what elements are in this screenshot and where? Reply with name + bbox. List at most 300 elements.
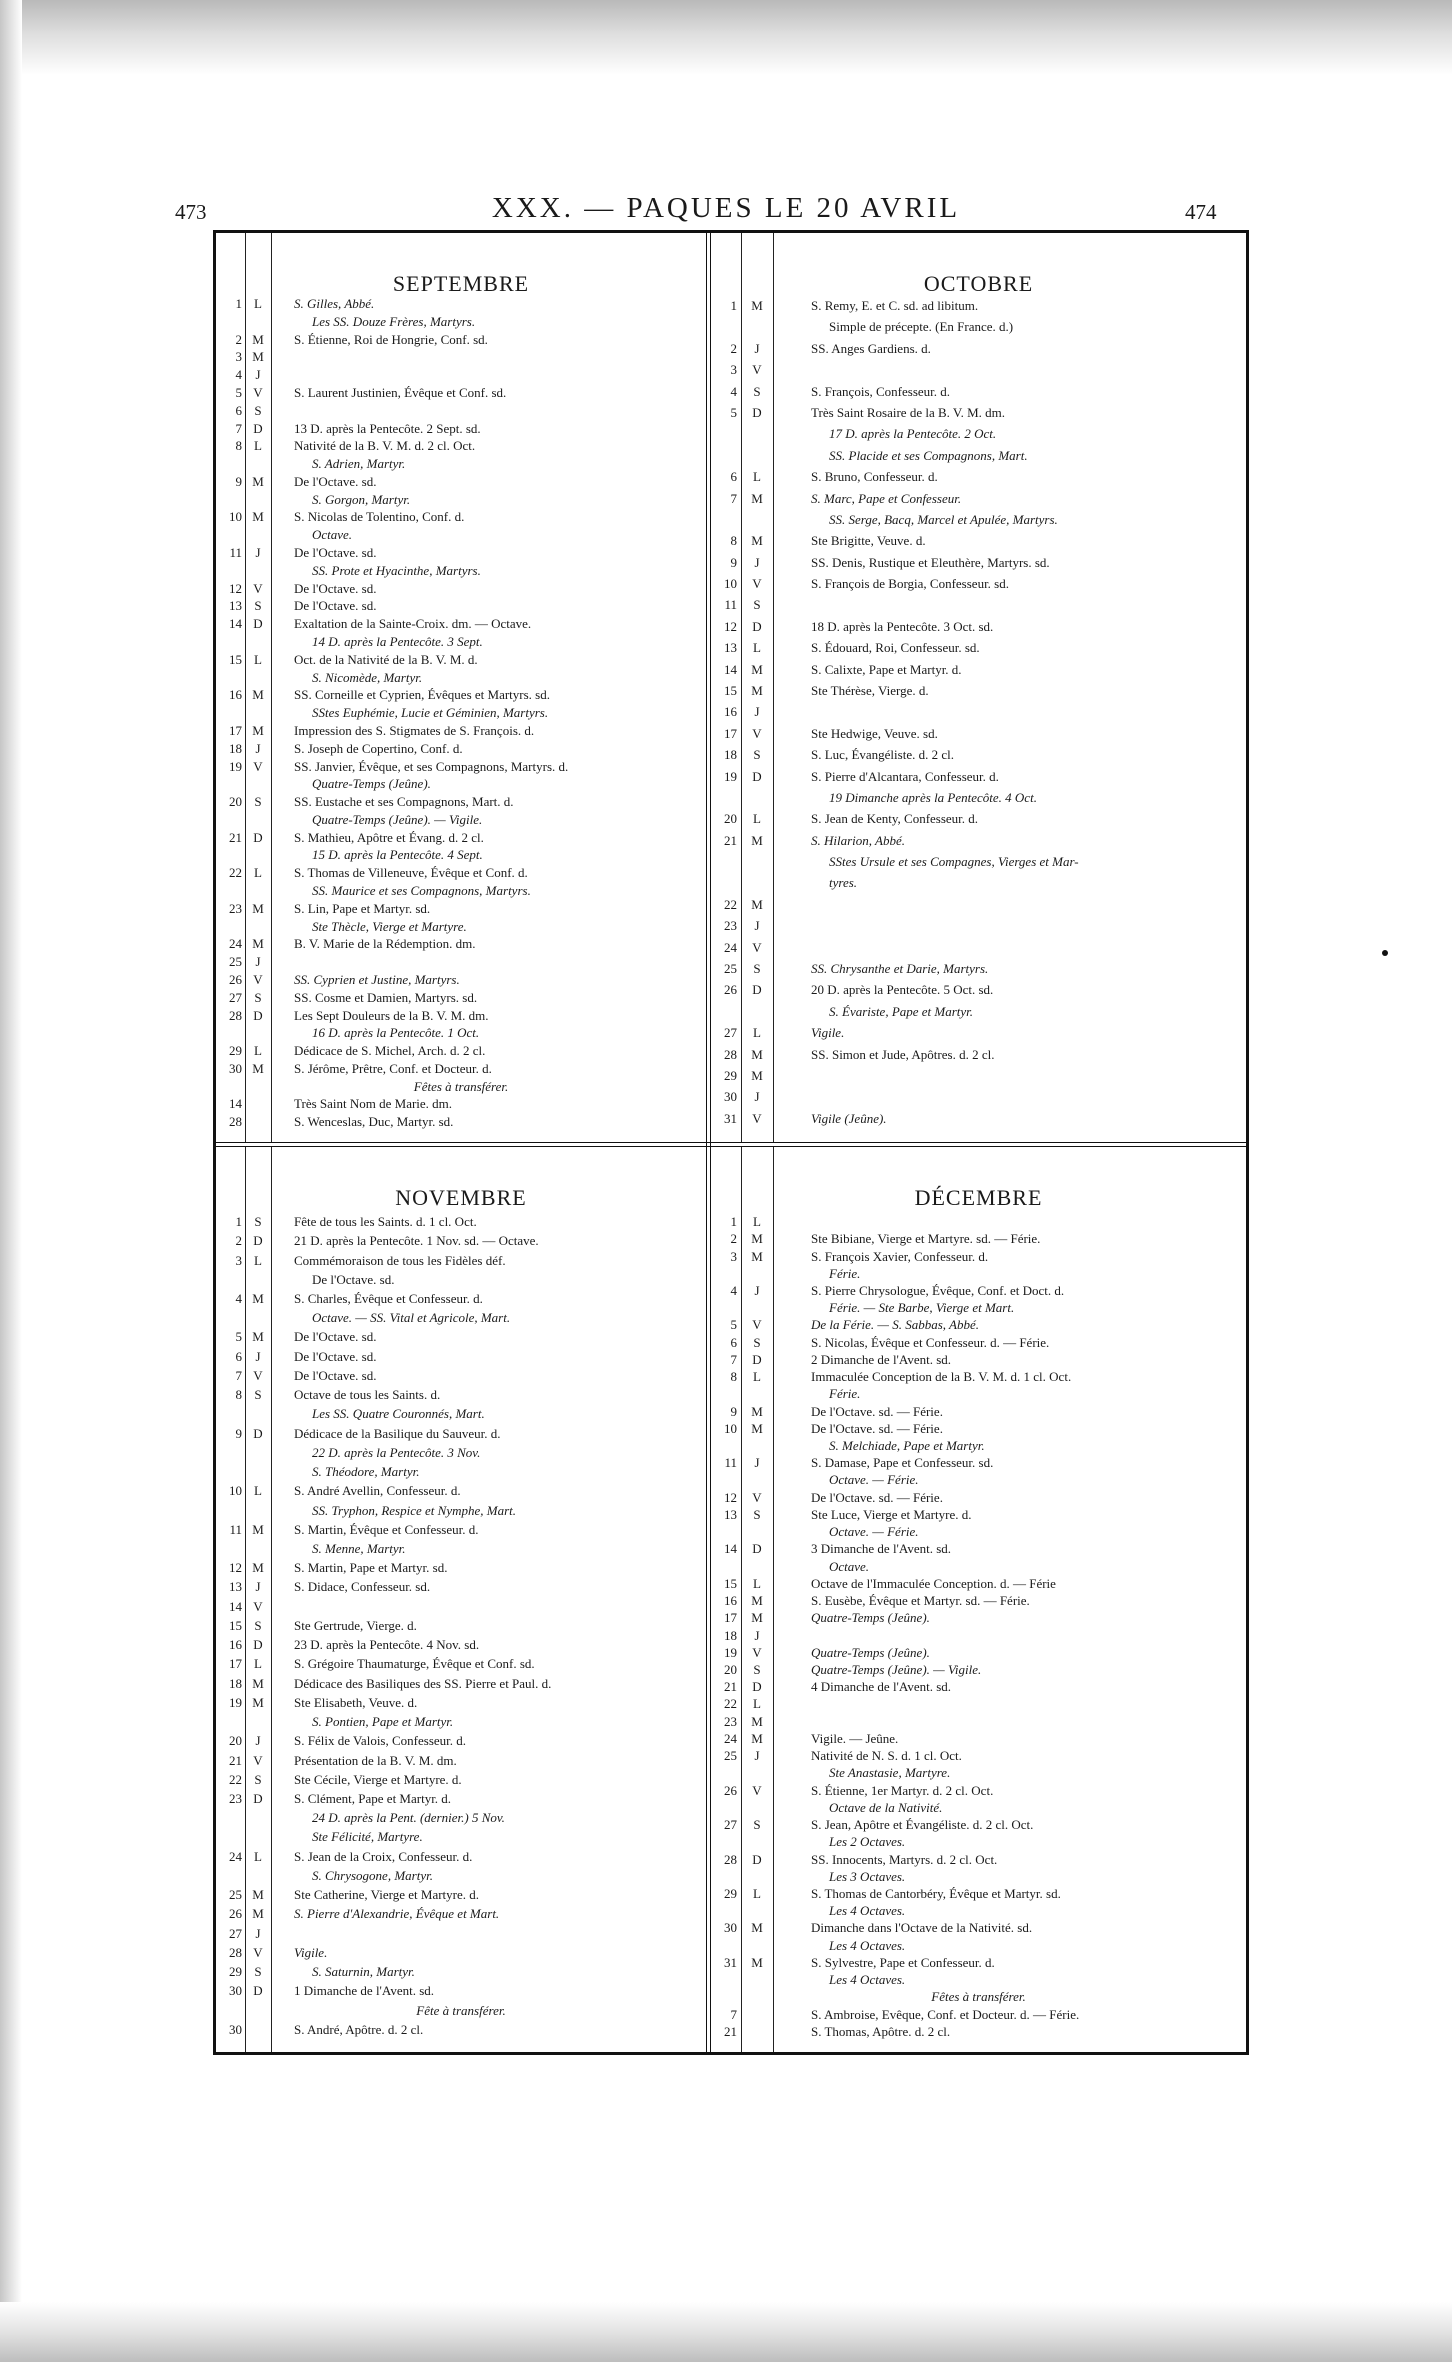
day-number: 25	[229, 954, 242, 970]
feast-text: De l'Octave. sd.	[294, 598, 377, 614]
feast-text: S. Jean de la Croix, Confesseur. d.	[294, 1848, 473, 1864]
calendar-row	[216, 1369, 706, 1383]
calendar-row	[711, 1956, 1246, 1970]
feast-text: Dimanche dans l'Octave de la Nativité. sd.	[811, 1920, 1033, 1936]
calendar-row	[711, 1715, 1246, 1729]
calendar-row	[216, 724, 706, 738]
feast-text: S. Théodore, Martyr.	[312, 1464, 420, 1479]
calendar-row	[711, 1422, 1246, 1436]
weekday-letter: V	[752, 1782, 762, 1798]
month-title: DÉCEMBRE	[914, 1185, 1043, 1210]
calendar-row	[216, 1638, 706, 1652]
day-number: 9	[730, 1403, 737, 1419]
weekday-letter: V	[752, 939, 762, 955]
calendar-row	[711, 342, 1246, 356]
ink-dot	[1382, 950, 1388, 956]
feast-text: S. Gorgon, Martyr.	[312, 491, 411, 507]
calendar-row	[216, 1754, 706, 1768]
day-number: 18	[229, 740, 242, 756]
weekday-letter: V	[253, 384, 263, 400]
day-number: 16	[229, 687, 242, 703]
feast-text: SS. Chrysanthe et Darie, Martyrs.	[811, 960, 989, 976]
calendar-row	[711, 1594, 1246, 1608]
feast-text: Les 4 Octaves.	[829, 1972, 906, 1988]
day-number: 2	[235, 1233, 242, 1249]
day-number: 22	[724, 1696, 737, 1712]
weekday-letter: M	[751, 1420, 763, 1436]
calendar-row	[711, 620, 1246, 634]
calendar-row	[216, 1657, 706, 1671]
feast-text: Ste Gertrude, Vierge. d.	[294, 1617, 417, 1633]
weekday-letter: V	[752, 576, 762, 591]
day-number: 13	[724, 1506, 737, 1522]
day-number: 3	[730, 362, 737, 378]
calendar-row	[216, 1907, 706, 1921]
day-number: 8	[235, 1387, 242, 1403]
calendar-row	[216, 635, 706, 649]
day-number: 28	[229, 1007, 242, 1023]
calendar-row	[216, 1850, 706, 1864]
weekday-letter: D	[253, 1983, 263, 1999]
feast-text: Octave de la Nativité.	[829, 1799, 943, 1815]
feast-text: 14 D. après la Pentecôte. 3 Sept.	[312, 634, 483, 649]
weekday-letter: L	[254, 1043, 262, 1059]
calendar-row	[711, 1090, 1246, 1104]
calendar-row	[216, 848, 706, 862]
weekday-letter: L	[254, 1656, 262, 1672]
day-number: 25	[724, 960, 737, 976]
feast-text: S. Eusèbe, Évêque et Martyr. sd. — Férie.	[811, 1593, 1030, 1608]
feast-text: Fêtes à transférer.	[413, 1078, 509, 1094]
calendar-row	[216, 457, 706, 471]
calendar-row	[216, 760, 706, 774]
page-number-left: 473	[175, 200, 207, 224]
weekday-letter: S	[254, 402, 262, 418]
september-table	[216, 233, 706, 1142]
calendar-row	[711, 770, 1246, 784]
feast-text: Vigile (Jeûne).	[811, 1110, 887, 1126]
feast-text: SS. Anges Gardiens. d.	[811, 340, 931, 356]
weekday-letter: L	[254, 438, 262, 454]
day-number: 1	[730, 298, 737, 313]
day-number: 6	[235, 402, 242, 418]
calendar-row	[711, 876, 1246, 890]
calendar-row	[711, 1766, 1246, 1780]
calendar-row	[216, 831, 706, 845]
day-number: 27	[229, 989, 242, 1005]
feast-text: S. Martin, Pape et Martyr. sd.	[294, 1560, 448, 1576]
feast-text: De l'Octave. sd.	[294, 473, 377, 489]
weekday-letter: D	[752, 1351, 762, 1367]
calendar-row	[711, 962, 1246, 976]
weekday-letter: L	[254, 1483, 262, 1499]
calendar-row	[216, 1927, 706, 1941]
weekday-letter: J	[754, 918, 760, 934]
weekday-letter: J	[754, 1748, 760, 1764]
day-number: 7	[730, 1351, 737, 1367]
calendar-row	[216, 1792, 706, 1806]
weekday-letter: M	[252, 1675, 264, 1691]
calendar-row	[216, 1115, 706, 1129]
weekday-letter: V	[752, 362, 762, 378]
calendar-row	[216, 1561, 706, 1575]
feast-text: Les 2 Octaves.	[829, 1834, 906, 1850]
feast-text: S. André Avellin, Confesseur. d.	[294, 1483, 461, 1499]
weekday-letter: V	[253, 1367, 263, 1383]
day-number: 4	[235, 1290, 242, 1306]
feast-text: B. V. Marie de la Rédemption. dm.	[294, 936, 476, 952]
feast-text: 16 D. après la Pentecôte. 1 Oct.	[312, 1025, 480, 1041]
feast-text: Les SS. Quatre Couronnés, Mart.	[312, 1406, 485, 1422]
calendar-row	[711, 492, 1246, 506]
day-number: 19	[229, 1694, 242, 1710]
feast-text: Férie. — Ste Barbe, Vierge et Mart.	[829, 1300, 1015, 1316]
feast-text: Ste Brigitte, Veuve. d.	[811, 533, 926, 549]
calendar-row	[711, 1542, 1246, 1556]
feast-text: SS. Eustache et ses Compagnons, Mart. d.	[294, 794, 514, 809]
day-number: 10	[229, 509, 242, 525]
calendar-row	[216, 1254, 706, 1268]
day-number: 21	[724, 832, 737, 848]
calendar-row	[711, 727, 1246, 741]
calendar-row	[216, 404, 706, 418]
calendar-row	[711, 748, 1246, 762]
calendar-row	[216, 297, 706, 311]
running-title: XXX. — PAQUES LE 20 AVRIL	[491, 192, 961, 224]
calendar-row	[216, 1407, 706, 1421]
calendar-row	[711, 1005, 1246, 1019]
feast-text: 23 D. après la Pentecôte. 4 Nov. sd.	[294, 1637, 480, 1653]
calendar-row	[216, 1830, 706, 1844]
weekday-letter: L	[753, 1885, 761, 1901]
weekday-letter: S	[753, 383, 761, 399]
feast-text: S. Remy, E. et C. sd. ad libitum.	[811, 298, 979, 313]
weekday-letter: J	[255, 1579, 261, 1595]
day-number: 30	[724, 1089, 737, 1105]
feast-text: Les SS. Douze Frères, Martyrs.	[312, 313, 476, 329]
feast-text: De la Férie. — S. Sabbas, Abbé.	[811, 1317, 980, 1333]
calendar-row	[711, 1048, 1246, 1062]
feast-text: S. Martin, Évêque et Confesseur. d.	[294, 1521, 479, 1537]
calendar-row	[216, 937, 706, 951]
calendar-row	[711, 1749, 1246, 1763]
feast-text: SStes Ursule et ses Compagnes, Vierges et Mar-	[829, 854, 1079, 869]
day-number: 4	[730, 1282, 737, 1298]
feast-text: S. François, Confesseur. d.	[811, 383, 951, 399]
feast-text: S. Jean, Apôtre et Évangéliste. d. 2 cl. Oct.	[811, 1817, 1034, 1832]
feast-text: S. Ambroise, Evêque, Conf. et Docteur. d. — Férie.	[811, 2006, 1080, 2022]
feast-text: Quatre-Temps (Jeûne).	[312, 776, 431, 792]
day-number: 14	[724, 1541, 737, 1557]
weekday-letter: D	[752, 404, 762, 420]
weekday-letter: J	[754, 1455, 760, 1471]
feast-text: Commémoraison de tous les Fidèles déf.	[294, 1252, 506, 1268]
weekday-letter: M	[751, 533, 763, 549]
scan-shadow-top	[0, 0, 1452, 75]
weekday-letter: D	[752, 618, 762, 634]
feast-text: Dédicace des Basiliques des SS. Pierre et Paul. d.	[294, 1675, 552, 1691]
weekday-letter: J	[754, 1089, 760, 1105]
day-number: 31	[724, 1110, 737, 1126]
calendar-row	[216, 1062, 706, 1076]
calendar-row	[711, 1904, 1246, 1918]
feast-text: Fête à transférer.	[416, 2002, 506, 2018]
calendar-row	[216, 1965, 706, 1979]
feast-text: S. Pierre Chrysologue, Évêque, Conf. et Doct. d.	[811, 1282, 1065, 1298]
feast-text: Très Saint Nom de Marie. dm.	[294, 1096, 453, 1112]
calendar-row	[711, 941, 1246, 955]
feast-text: S. Charles, Évêque et Confesseur. d.	[294, 1290, 483, 1306]
day-number: 7	[730, 490, 737, 506]
weekday-letter: V	[253, 580, 263, 596]
weekday-letter: S	[254, 989, 262, 1005]
day-number: 1	[235, 1214, 242, 1229]
feast-text: Octave de tous les Saints. d.	[294, 1387, 441, 1403]
day-number: 8	[235, 438, 242, 454]
feast-text: Férie.	[829, 1265, 861, 1281]
weekday-letter: J	[255, 367, 261, 383]
weekday-letter: J	[255, 1733, 261, 1749]
feast-text: 3 Dimanche de l'Avent. sd.	[811, 1541, 952, 1557]
day-number: 7	[235, 420, 242, 436]
day-number: 18	[229, 1675, 242, 1691]
calendar-row	[216, 546, 706, 560]
calendar-row	[711, 1818, 1246, 1832]
calendar-row	[216, 1504, 706, 1518]
feast-text: Les 4 Octaves.	[829, 1903, 906, 1919]
calendar-row	[711, 363, 1246, 377]
feast-text: SS. Tryphon, Respice et Nymphe, Mart.	[312, 1502, 516, 1518]
feast-text: Nativité de N. S. d. 1 cl. Oct.	[811, 1748, 962, 1764]
weekday-letter: M	[252, 936, 264, 952]
weekday-letter: J	[255, 740, 261, 756]
weekday-letter: D	[752, 1851, 762, 1867]
day-number: 8	[730, 1369, 737, 1385]
feast-text: tyres.	[829, 875, 858, 891]
weekday-letter: M	[252, 1329, 264, 1345]
weekday-letter: M	[751, 682, 763, 698]
day-number: 28	[724, 1851, 737, 1867]
day-number: 11	[724, 1455, 737, 1471]
weekday-letter: M	[751, 661, 763, 677]
calendar-row	[711, 556, 1246, 570]
weekday-letter: M	[751, 1610, 763, 1626]
feast-text: Octave. — SS. Vital et Agricole, Mart.	[312, 1310, 511, 1326]
day-number: 18	[724, 1627, 737, 1643]
day-number: 29	[724, 1885, 737, 1901]
day-number: 6	[235, 1348, 242, 1364]
calendar-row	[216, 1734, 706, 1748]
feast-text: S. André, Apôtre. d. 2 cl.	[294, 2021, 424, 2037]
calendar-row	[711, 1560, 1246, 1574]
feast-text: Vigile.	[294, 1944, 328, 1960]
feast-text: Nativité de la B. V. M. d. 2 cl. Oct.	[294, 438, 476, 454]
day-number: 30	[724, 1920, 737, 1936]
day-number: 13	[724, 640, 737, 656]
day-number: 25	[724, 1748, 737, 1764]
weekday-letter: J	[754, 704, 760, 720]
feast-text: Ste Thècle, Vierge et Martyre.	[312, 918, 467, 934]
day-number: 20	[724, 811, 737, 827]
weekday-letter: M	[751, 1730, 763, 1746]
weekday-letter: S	[753, 960, 761, 976]
day-number: 4	[730, 383, 737, 399]
calendar-row	[711, 470, 1246, 484]
calendar-row	[711, 983, 1246, 997]
feast-text: Ste Luce, Vierge et Martyre. d.	[811, 1506, 972, 1522]
weekday-letter: J	[754, 340, 760, 356]
calendar-row	[216, 795, 706, 809]
day-number: 28	[229, 1114, 242, 1130]
november-table	[216, 1147, 706, 2052]
weekday-letter: J	[255, 1925, 261, 1941]
feast-text: S. Édouard, Roi, Confesseur. sd.	[811, 640, 980, 656]
calendar-row	[216, 920, 706, 934]
calendar-row	[711, 1370, 1246, 1384]
day-number: 30	[229, 2021, 242, 2037]
weekday-letter: V	[253, 758, 263, 774]
weekday-letter: D	[752, 768, 762, 784]
feast-text: S. Étienne, Roi de Hongrie, Conf. sd.	[294, 331, 488, 347]
calendar-row	[711, 1026, 1246, 1040]
feast-text: S. Saturnin, Martyr.	[312, 1964, 415, 1980]
feast-text: SS. Cyprien et Justine, Martyrs.	[294, 971, 460, 987]
calendar-row	[711, 1663, 1246, 1677]
weekday-letter: D	[752, 1541, 762, 1557]
calendar-row	[711, 1870, 1246, 1884]
calendar-row	[216, 1580, 706, 1594]
day-number: 10	[724, 1420, 737, 1436]
feast-text: 18 D. après la Pentecôte. 3 Oct. sd.	[811, 618, 994, 634]
feast-text: Ste Hedwige, Veuve. sd.	[811, 725, 938, 741]
day-number: 1	[235, 296, 242, 311]
day-number: 11	[229, 1521, 242, 1537]
day-number: 23	[229, 900, 242, 916]
calendar-row	[711, 406, 1246, 420]
day-number: 28	[229, 1944, 242, 1960]
calendar-row	[711, 1439, 1246, 1453]
feast-text: S. Joseph de Copertino, Conf. d.	[294, 740, 463, 756]
calendar-row	[711, 2008, 1246, 2022]
calendar-row	[711, 1301, 1246, 1315]
weekday-letter: L	[753, 640, 761, 656]
feast-text: SS. Janvier, Évêque, et ses Compagnons, Martyrs. d.	[294, 758, 569, 774]
feast-text: S. Mathieu, Apôtre et Évang. d. 2 cl.	[294, 829, 484, 845]
day-number: 26	[724, 1782, 737, 1798]
weekday-letter: M	[252, 1290, 264, 1306]
feast-text: 24 D. après la Pent. (dernier.) 5 Nov.	[312, 1810, 505, 1826]
weekday-letter: D	[253, 829, 263, 845]
weekday-letter: M	[252, 1694, 264, 1710]
calendar-row	[711, 1215, 1246, 1229]
feast-text: Les 4 Octaves.	[829, 1937, 906, 1953]
feast-text: SS. Cosme et Damien, Martyrs. sd.	[294, 989, 478, 1005]
calendar-row	[711, 1784, 1246, 1798]
day-number: 16	[229, 1637, 242, 1653]
calendar-row	[216, 1292, 706, 1306]
weekday-letter: S	[254, 794, 262, 809]
calendar-row	[711, 641, 1246, 655]
feast-text: SS. Maurice et ses Compagnons, Martyrs.	[312, 883, 531, 898]
calendar-row	[216, 688, 706, 702]
calendar-row	[711, 1387, 1246, 1401]
calendar-row	[711, 1318, 1246, 1332]
feast-text: SS. Serge, Bacq, Marcel et Apulée, Martyrs.	[829, 511, 1058, 527]
calendar-row	[711, 1284, 1246, 1298]
weekday-letter: V	[752, 1317, 762, 1333]
day-number: 9	[235, 1425, 242, 1441]
weekday-letter: M	[751, 896, 763, 912]
calendar-row	[216, 973, 706, 987]
december-table	[711, 1147, 1246, 2052]
calendar-row	[711, 898, 1246, 912]
weekday-letter: M	[252, 1887, 264, 1903]
feast-text: Dédicace de S. Michel, Arch. d. 2 cl.	[294, 1043, 486, 1059]
feast-text: Vigile. — Jeûne.	[811, 1730, 899, 1746]
calendar-row	[216, 1696, 706, 1710]
feast-text: SStes Euphémie, Lucie et Géminien, Martyrs.	[312, 705, 549, 721]
day-number: 13	[229, 1579, 242, 1595]
weekday-letter: J	[255, 545, 261, 560]
calendar-row	[711, 1801, 1246, 1815]
feast-text: De l'Octave. sd.	[294, 1348, 377, 1364]
day-number: 14	[229, 616, 242, 632]
feast-text: Oct. de la Nativité de la B. V. M. d.	[294, 651, 478, 667]
feast-text: S. Lin, Pape et Martyr. sd.	[294, 900, 431, 916]
weekday-letter: M	[252, 722, 264, 738]
feast-text: SS. Innocents, Martyrs. d. 2 cl. Oct.	[811, 1851, 998, 1867]
day-number: 5	[730, 1317, 737, 1333]
feast-text: S. Sylvestre, Pape et Confesseur. d.	[811, 1954, 995, 1970]
weekday-letter: L	[254, 651, 262, 667]
calendar-row	[216, 777, 706, 791]
calendar-row	[216, 2004, 706, 2018]
calendar-row	[216, 1350, 706, 1364]
weekday-letter: S	[753, 1817, 761, 1832]
feast-text: Quatre-Temps (Jeûne).	[811, 1644, 930, 1660]
day-number: 21	[724, 1679, 737, 1695]
calendar-row	[216, 475, 706, 489]
day-number: 23	[229, 1791, 242, 1806]
calendar-row	[711, 1525, 1246, 1539]
day-number: 24	[229, 1848, 242, 1864]
calendar-row	[711, 1646, 1246, 1660]
calendar-row	[216, 493, 706, 507]
weekday-letter: J	[255, 1348, 261, 1364]
weekday-letter: M	[751, 1954, 763, 1970]
weekday-letter: V	[253, 971, 263, 987]
feast-text: Immaculée Conception de la B. V. M. d. 1 cl. Oct.	[811, 1369, 1072, 1385]
weekday-letter: M	[252, 473, 264, 489]
weekday-letter: S	[753, 1334, 761, 1350]
day-number: 27	[724, 1817, 737, 1832]
day-number: 3	[730, 1248, 737, 1264]
feast-text: SS. Simon et Jude, Apôtres. d. 2 cl.	[811, 1046, 995, 1062]
calendar-row	[711, 1611, 1246, 1625]
day-number: 29	[229, 1043, 242, 1059]
weekday-letter: V	[752, 1489, 762, 1505]
calendar-row	[711, 1973, 1246, 1987]
calendar-row	[711, 2025, 1246, 2039]
day-number: 24	[724, 939, 737, 955]
feast-text: S. Félix de Valois, Confesseur. d.	[294, 1733, 467, 1749]
calendar-row	[711, 1835, 1246, 1849]
calendar-row	[216, 1330, 706, 1344]
feast-text: Octave. — Férie.	[829, 1524, 919, 1540]
weekday-letter: M	[751, 490, 763, 506]
calendar-row	[711, 1887, 1246, 1901]
calendar-row	[216, 564, 706, 578]
